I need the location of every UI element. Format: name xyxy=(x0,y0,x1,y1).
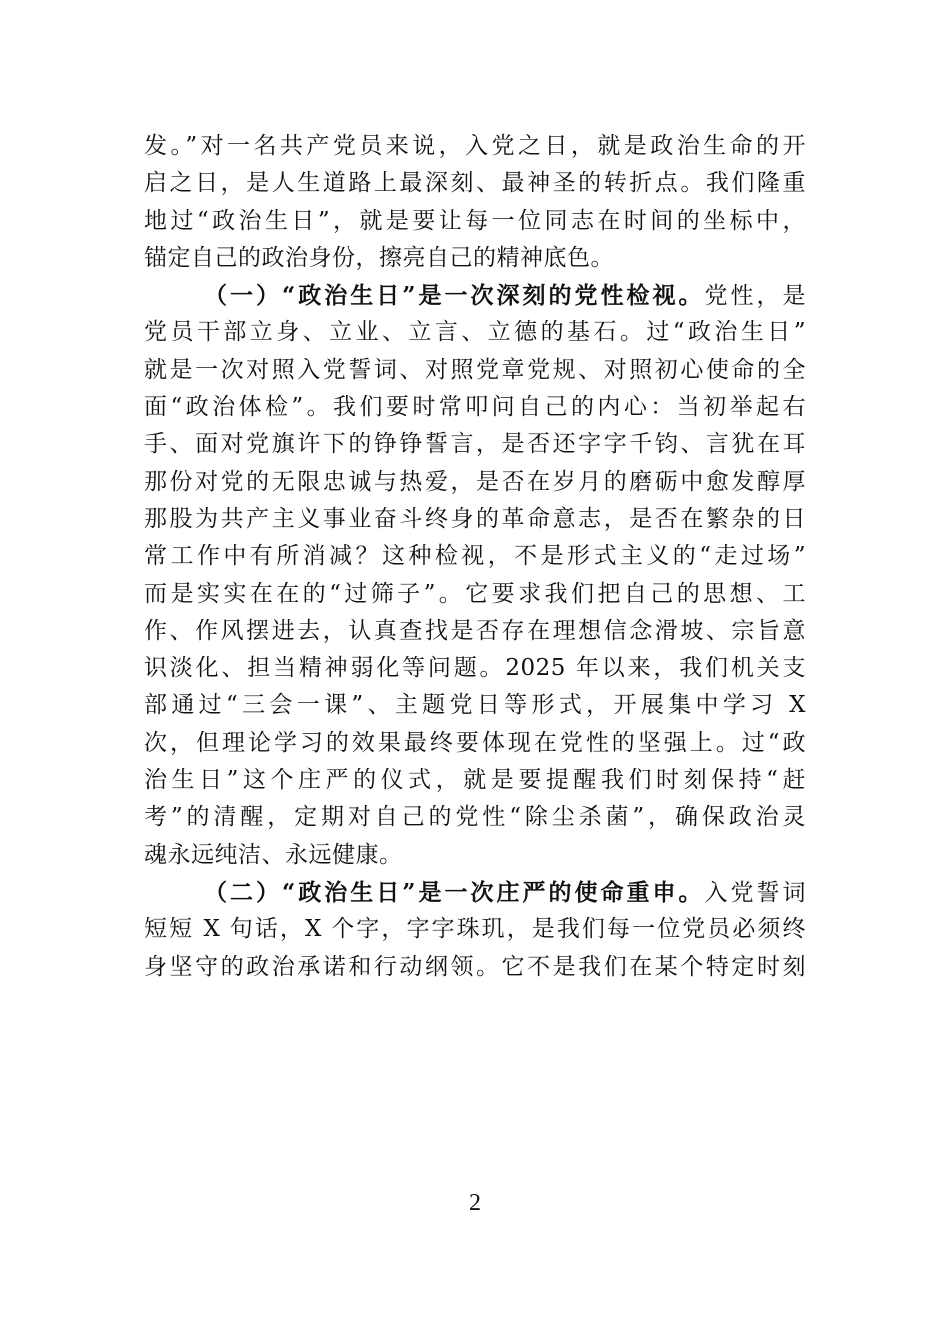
text-line: 考”的清醒，定期对自己的党性“除尘杀菌”，确保政治灵 xyxy=(144,804,806,831)
text-line: 短短 X 句话，X 个字，字字珠玑，是我们每一位党员必须终 xyxy=(144,916,806,943)
paragraph-section-one xyxy=(144,277,806,874)
paragraph-section-two xyxy=(144,874,806,986)
text-line: 面“政治体检”。我们要时常叩问自己的内心：当初举起右 xyxy=(144,394,806,421)
text-line: 身坚守的政治承诺和行动纲领。它不是我们在某个特定时刻 xyxy=(144,953,806,980)
text-line: 就是一次对照入党誓词、对照党章党规、对照初心使命的全 xyxy=(144,356,806,383)
text-line: 发。”对一名共产党员来说，入党之日，就是政治生命的开 xyxy=(144,133,806,159)
document-body xyxy=(144,128,806,986)
text-line: 识淡化、担当精神弱化等问题。2025 年以来，我们机关支 xyxy=(144,655,806,682)
text-line: 锚定自己的政治身份，擦亮自己的精神底色。 xyxy=(144,244,614,271)
text-line: 治生日”这个庄严的仪式，就是要提醒我们时刻保持“赶 xyxy=(144,767,806,794)
text-line: 常工作中有所消减？这种检视，不是形式主义的“走过场” xyxy=(144,543,806,570)
text-line: 那股为共产主义事业奋斗终身的革命意志，是否在繁杂的日 xyxy=(144,505,806,532)
text-line: 地过“政治生日”，就是要让每一位同志在时间的坐标中， xyxy=(144,207,806,234)
section-two-first-line xyxy=(144,874,806,911)
section-one-first-line-rest: 党性，是 xyxy=(704,283,806,310)
text-line: 次，但理论学习的效果最终要体现在党性的坚强上。过“政 xyxy=(144,729,806,756)
page-number: 2 xyxy=(469,1190,481,1216)
text-line: 作、作风摆进去，认真查找是否存在理想信念滑坡、宗旨意 xyxy=(144,617,806,644)
text-line: 部通过“三会一课”、主题党日等形式，开展集中学习 X xyxy=(144,692,806,719)
section-two-first-line-rest: 入党誓词 xyxy=(704,879,806,906)
text-line: 手、面对党旗许下的铮铮誓言，是否还字字千钧、言犹在耳 xyxy=(144,431,806,458)
text-line: 魂永远纯洁、永远健康。 xyxy=(144,841,403,868)
text-line: 而是实实在在的“过筛子”。它要求我们把自己的思想、工 xyxy=(144,580,806,607)
text-line: 启之日，是人生道路上最深刻、最神圣的转折点。我们隆重 xyxy=(144,170,806,197)
paragraph-intro xyxy=(144,128,806,277)
section-one-heading: （一）“政治生日”是一次深刻的党性检视。 xyxy=(204,282,705,310)
section-one-first-line xyxy=(144,277,806,314)
text-line: 那份对党的无限忠诚与热爱，是否在岁月的磨砺中愈发醇厚 xyxy=(144,468,806,495)
text-line: 党员干部立身、立业、立言、立德的基石。过“政治生日” xyxy=(144,319,806,346)
section-two-heading: （二）“政治生日”是一次庄严的使命重申。 xyxy=(204,878,705,906)
